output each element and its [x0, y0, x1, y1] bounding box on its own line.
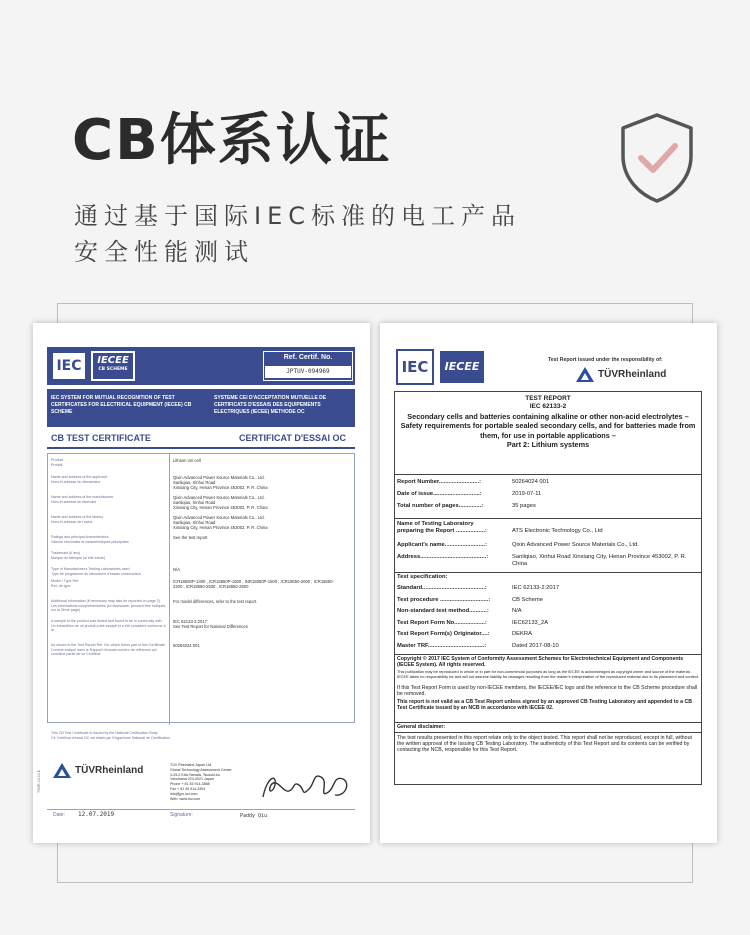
iecee-logo — [91, 351, 135, 381]
certificate-title-en: CB TEST CERTIFICATE — [51, 433, 151, 443]
certificate-row-value: For model differences, refer to the test report. — [173, 599, 258, 604]
report-part: Part 2: Lithium systems — [506, 439, 590, 449]
report-row-value: DEKRA — [512, 631, 532, 637]
ncb-footnote: This CB Test Certificate is issued by the National Certification Body Ce Certificat d'essai OC est établi par l'Organisme National de Certification — [51, 731, 171, 740]
report-row-value: N/A — [512, 608, 522, 614]
certificate-row-label: Additional information (if necessary may also be reported on page 2) Les informations complémentaires (si nécessaire, peuvent être indiqués sur la 2ème page) — [51, 599, 166, 612]
report-title-block — [394, 395, 702, 449]
disclaimer-heading: General disclaimer: — [397, 724, 446, 730]
iec-logo: IEC — [51, 351, 87, 381]
disclaimer-text: The test results presented in this report relate only to the object tested. This report shall not be reproduced, except in full, without the written approval of the Issuing CB Testing Laboratory. The authenticity of this Test Report and its contents can be verified by contacting the NCB, responsible for this Test Report. — [397, 735, 692, 754]
certificate-row-label: Trademark (if any) Marque de fabrique (si elle existe) — [51, 551, 106, 560]
divider — [394, 732, 702, 733]
tuv-logo — [576, 367, 666, 382]
report-row-value: 2019-07-11 — [512, 491, 542, 497]
certificate-row-label: Model / Type Ref. Ref. de type — [51, 579, 80, 588]
cb-scheme-text: CB SCHEME — [98, 367, 128, 372]
certificate-row-label: Ratings and principal characteristics Valeurs nominales et caractéristiques principales — [51, 535, 129, 544]
applicant-label: Applicant's name.........................: — [397, 542, 487, 548]
report-header: TEST REPORT — [525, 395, 571, 402]
date-value: 12.07.2019 — [78, 811, 115, 818]
copyright-notice: Copyright © 2017 IEC System of Conformity Assessment Schemes for Electrotechnical Equipment and Components (IECEE System). All rights reserved. — [397, 656, 684, 669]
certificate-row-label: Name and address of the applicant Nom et adresse du demandeur — [51, 475, 107, 484]
tuv-logo — [53, 763, 143, 778]
report-row-label: Test Report Form No...................: — [397, 619, 487, 626]
certificate-row-value: Qixin Advanced Power Source Materials Co., Ltd. Sanliqiao, Xinhui Road Xinxiang City, Henan Province 453002, P. R. China — [173, 495, 268, 510]
address-value: Sanliqiao, Xinhui Road Xinxiang City, Henan Province 453002, P. R. China — [512, 554, 687, 567]
signature-name: Paddy Qiu — [240, 813, 268, 819]
responsibility-note: Test Report issued under the responsibility of: — [548, 357, 663, 363]
copyright-terms: This publication may be reproduced in whole or in part for non-commercial purposes as long as the IECEE is acknowledged as copyright owner and source of the material. IECEE takes no responsibility for and will not assume liability for damages resulting from the reader's interpretation of the reproduced material due to its placement and context. — [397, 669, 699, 679]
report-row-label: Total number of pages..............: — [397, 503, 484, 509]
certificate-row-label: Type of Manufacturer's Testing Laboratories used Type de programme du laboratoire d'essais constructeur — [51, 567, 141, 576]
scheme-banner-fr: SYSTEME CEI D'ACCEPTATION MUTUELLE DE CERTIFICATS D'ESSAIS DES EQUIPEMENTS ELECTRIQUES (IECEE) METHODE OC — [214, 395, 327, 415]
divider — [394, 654, 702, 655]
ref-certif-value: JPTUV-094969 — [265, 366, 351, 378]
report-row-value: 50264024 001 — [512, 479, 550, 485]
certificate-row-value: See the test report — [173, 535, 208, 540]
certificate-row-label: Name and address of the factory Nom et adresse de l'usine — [51, 515, 104, 524]
report-row-value: CB Scheme — [512, 596, 543, 603]
tuv-brand-text: TÜVRheinland — [598, 369, 667, 380]
title-divider — [47, 447, 355, 449]
test-report — [380, 323, 717, 843]
certificate-row-label: Name and address of the manufacturer Nom et adresse du fabricant — [51, 495, 114, 504]
certificate-row-value: IEC 62133-2:2017 See Test Report for National Differences — [173, 619, 248, 629]
address-label: Address.........................................: — [397, 554, 489, 560]
validity-note: This report is not valid as a CB Test Report unless signed by an approved CB Testing Laboratory and appended to a CB Test Certificate issued by an NCB in accordance with IECEE 02. — [397, 699, 692, 712]
page-title: CB体系认证 — [72, 108, 392, 173]
report-row-label: Report Number.........................: — [397, 479, 482, 485]
spec-heading: Test specification: — [397, 574, 448, 580]
tuv-address: TÜV Rheinland Japan Ltd. Global Technology Assessment Center 4-25-2 Kita-Yamata, Tsuzuki-ku Yokohama 224-0021 Japan Phone + 81 45 914-3888 Fax + 81 45 914-3354 info@jpn.tuv.com Web: www.tuv.com — [170, 763, 232, 801]
certificate-row-value: N/A — [173, 567, 180, 572]
report-title: Secondary cells and batteries containing alkaline or other non-acid electrolytes – Safety requirements for portable sealed secondary cells, and for batteries made from them, for use in portable applications – — [400, 412, 696, 440]
certificate-row-label: As shown in the Test Report Ref. No. which forms part of this Certificate Comme indiqué dans le Rapport d'essais numéro de référence qui constitue partie de ce Certificat — [51, 643, 165, 656]
form-code: TSDR-16-04-E — [37, 769, 41, 793]
non-iecee-note: If this Test Report Form is used by non-IECEE members, the IECEE/IEC logo and the reference to the CB Scheme procedure shall be removed. — [397, 685, 698, 698]
certificate-row-value: ICR18650P-1300 , ICR18650P-1500 , INR18650P-1500 , ICR18650-2000 , ICR18650-2200 , ICR18650-2500 , ICR18650-2600 — [173, 579, 334, 589]
divider — [394, 572, 702, 573]
iecee-logo: IECEE — [438, 349, 486, 385]
certificate-row-value: Qixin Advanced Power Source Materials Co., Ltd. Sanliqiao, Xinhui Road Xinxiang City, Henan Province 453002, P. R. China — [173, 475, 268, 490]
date-label: Date: — [53, 812, 65, 818]
subtitle-line-2: 安全性能测试 — [74, 238, 254, 266]
report-row-value: Dated 2017-08-10 — [512, 642, 559, 649]
iec-logo: IEC — [396, 349, 434, 385]
certificate-row-label: A sample of the product was tested and found to be in conformity with Un échantillon de ce produit a été essayé et a été considéré conforme à la — [51, 619, 166, 632]
report-row-label: Standard.......................................: — [397, 585, 487, 591]
report-row-value: IEC 62133-2:2017 — [512, 585, 560, 591]
report-standard: IEC 62133-2 — [529, 403, 567, 410]
report-row-label: Test procedure ..............................: — [397, 596, 491, 603]
divider — [394, 518, 702, 519]
divider — [394, 474, 702, 475]
report-row-label: Master TRF...................................: — [397, 642, 487, 649]
divider — [394, 722, 702, 723]
ref-certif-label: Ref. Certif. No. — [283, 354, 333, 361]
signature-divider — [47, 809, 355, 810]
report-row-value: IEC62133_2A — [512, 619, 549, 626]
lab-value: ATS Electronic Technology Co., Ltd — [512, 528, 603, 534]
certificate-row-value: Lithium ion cell — [173, 458, 201, 463]
report-row-value: 35 pages — [512, 503, 536, 509]
certificate-row-value: Qixin Advanced Power Source Materials Co., Ltd. Sanliqiao, Xinhui Road Xinxiang City, Henan Province 453002, P. R. China — [173, 515, 268, 530]
signature-label: Signature: — [170, 812, 193, 818]
report-row-label: Test Report Form(s) Originator....: — [397, 631, 490, 637]
scheme-banner — [47, 389, 355, 427]
column-divider — [169, 453, 170, 725]
lab-label: Name of Testing Laboratory preparing the Report ..................: — [397, 521, 487, 534]
page-subtitle — [74, 198, 521, 270]
tuv-triangle-icon — [53, 763, 71, 778]
certificate-row-label: Product Produit — [51, 458, 64, 467]
certificate-row-value: 50264024 001 — [173, 643, 200, 648]
report-row-label: Non-standard test method...........: — [397, 608, 489, 614]
scheme-banner-en: IEC SYSTEM FOR MUTUAL RECOGNITION OF TEST CERTIFICATES FOR ELECTRICAL EQUIPMENT (IECEE) CB SCHEME — [51, 395, 192, 415]
cb-test-certificate — [33, 323, 370, 843]
iecee-logo-text: IECEE — [97, 355, 129, 366]
shield-check-icon — [617, 112, 697, 204]
certificate-title-fr: CERTIFICAT D'ESSAI OC — [239, 433, 346, 443]
report-row-label: Date of issue.............................: — [397, 491, 482, 497]
subtitle-line-1: 通过基于国际IEC标准的电工产品 — [74, 202, 521, 230]
applicant-value: Qixin Advanced Power Source Materials Co., Ltd. — [512, 542, 639, 548]
signature-image — [255, 763, 355, 807]
tuv-brand-text: TÜVRheinland — [75, 765, 144, 776]
tuv-triangle-icon — [576, 367, 594, 382]
